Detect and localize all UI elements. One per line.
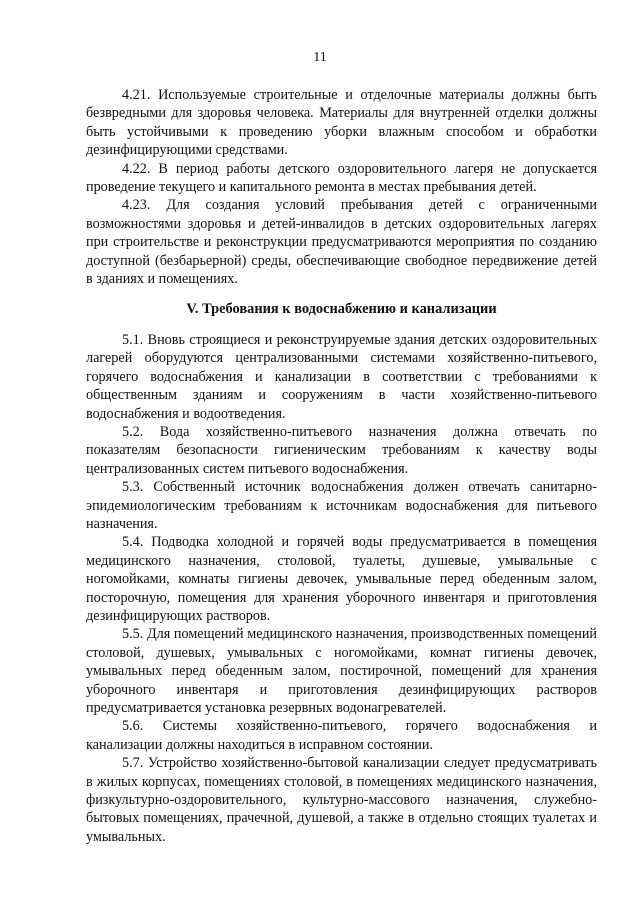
paragraph-4-22: 4.22. В период работы детского оздоровительного лагеря не допускается проведение текущего и капитального ремонта в местах пребывания детей. [86,160,597,196]
paragraph-5-7: 5.7. Устройство хозяйственно-бытовой канализации следует предусматривать в жилых корпусах, помещениях столовой, в помещениях медицинского назначения, физкультурно-оздоровительного, культурно-массового назначения, служебно-бытовых помещениях, прачечной, душевой, а также в отдельно стоящих туалетах и умывальных. [86,755,597,845]
document-body [86,86,597,846]
page-number: 11 [313,50,327,65]
paragraph-5-4: 5.4. Подводка холодной и горячей воды предусматривается в помещения медицинского назначения, столовой, туалеты, душевые, умывальные с ногомойками, комнаты гигиены девочек, умывальные перед обеденным залом, посторочную, помещения для хранения уборочного инвентаря и приготовления дезинфицирующих растворов. [86,534,597,624]
paragraph-4-21: 4.21. Используемые строительные и отделочные материалы должны быть безвредными для здоровья человека. Материалы для внутренней отделки должны быть устойчивыми к проведению уборки влажным способом и обработки дезинфицирующими средствами. [86,87,597,159]
paragraph-5-5: 5.5. Для помещений медицинского назначения, производственных помещений столовой, душевых, умывальных с ногомойками, комнат гигиены девочек, умывальных перед обеденным залом, постирочной, помещений для хранения уборочного инвентаря и приготовления дезинфицирующих растворов предусматривается установка резервных водонагревателей. [86,626,597,716]
paragraph-5-6: 5.6. Системы хозяйственно-питьевого, горячего водоснабжения и канализации должны находиться в исправном состоянии. [86,718,597,753]
paragraph-5-1: 5.1. Вновь строящиеся и реконструируемые здания детских оздоровительных лагерей оборудуются централизованными системами хозяйственно-питьевого, горячего водоснабжения и канализации в соответствии с требованиями к общественным зданиям и сооружениям в части хозяйственно-питьевого водоснабжения и водоотведения. [86,331,597,422]
section-heading: V. Требования к водоснабжению и канализации [186,301,497,318]
paragraph-4-23: 4.23. Для создания условий пребывания детей с ограниченными возможностями здоровья и детей-инвалидов в детских оздоровительных лагерях при строительстве и реконструкции предусматриваются мероприятия по созданию доступной (безбарьерной) среды, обеспечивающие свободное передвижение детей в зданиях и помещениях. [86,197,597,288]
paragraph-5-3: 5.3. Собственный источник водоснабжения должен отвечать санитарно-эпидемиологическим требованиям к источникам водоснабжения для питьевого назначения. [86,479,597,532]
paragraph-5-2: 5.2. Вода хозяйственно-питьевого назначения должна отвечать по показателям безопасности гигиеническим требованиям к качеству воды централизованных систем питьевого водоснабжения. [86,423,597,477]
